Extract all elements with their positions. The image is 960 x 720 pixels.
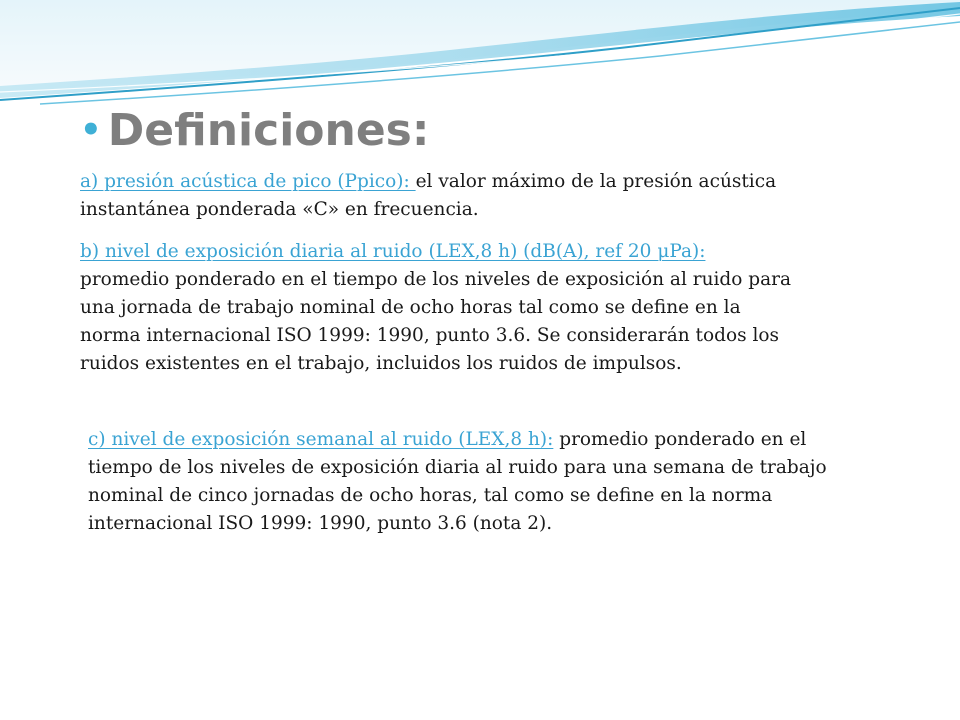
title-bullet: • bbox=[80, 110, 102, 150]
definition-b-term-link[interactable]: b) nivel de exposición diaria al ruido (LEX,8 h) (dB(A), ref 20 μPa): bbox=[80, 241, 706, 262]
definition-c-text: promedio ponderado en el tiempo de los niveles de exposición diaria al ruido para una semana de trabajo nominal de cinco jornadas de ocho horas, tal como se define en la norma internacional ISO 1999: 1990, punto 3.6 (nota 2). bbox=[88, 429, 827, 534]
definition-c bbox=[88, 426, 828, 538]
title-text: Definiciones: bbox=[107, 105, 430, 156]
definition-c-term-link[interactable]: c) nivel de exposición semanal al ruido (LEX,8 h): bbox=[88, 429, 554, 450]
definition-a bbox=[80, 168, 800, 224]
definition-b-text: promedio ponderado en el tiempo de los niveles de exposición al ruido para una jornada de trabajo nominal de ocho horas tal como se define en la norma internacional ISO 1999: 1990, punto 3.6. Se considerarán todos los ruidos existentes en el trabajo, incluidos los ruidos de impulsos. bbox=[80, 269, 792, 374]
slide-title bbox=[80, 100, 429, 161]
definition-b bbox=[80, 238, 800, 378]
definition-a-term-link[interactable]: a) presión acústica de pico (Ppico): bbox=[80, 171, 416, 192]
definition-a-text: el valor máximo de la presión acústica instantánea ponderada «C» en frecuencia. bbox=[80, 171, 777, 220]
